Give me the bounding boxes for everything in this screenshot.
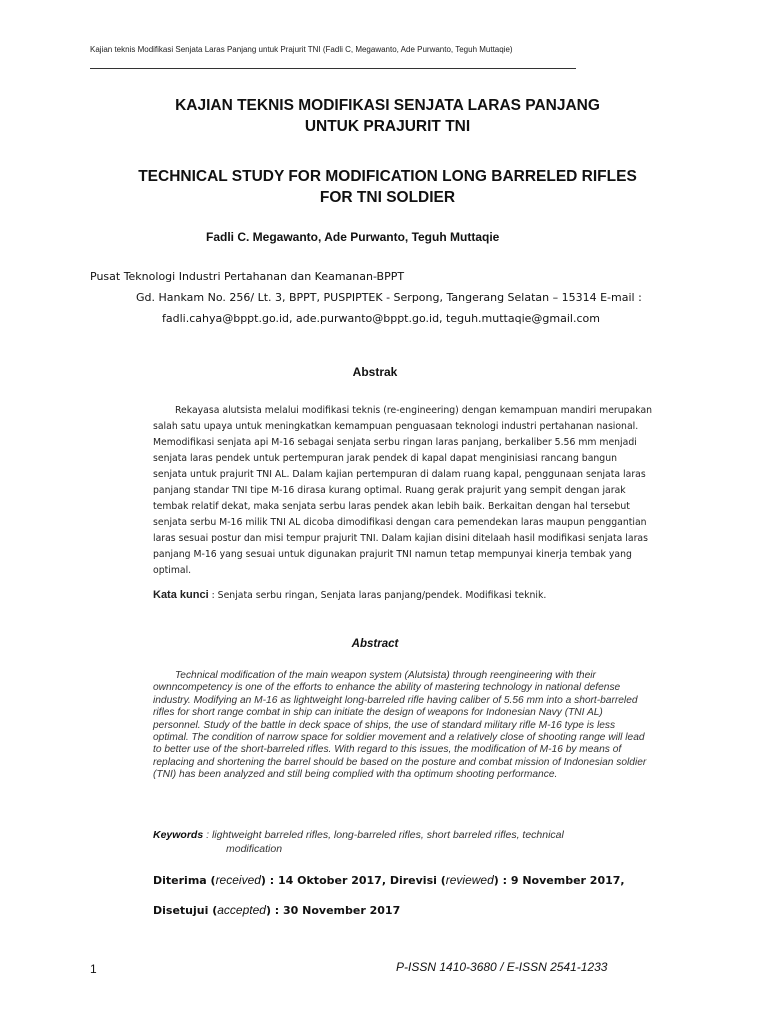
header-rule — [90, 68, 576, 69]
reviewed-word: reviewed — [445, 873, 494, 887]
authors: Fadli C. Megawanto, Ade Purwanto, Teguh Muttaqie — [206, 230, 500, 244]
received-post: ) : 14 Oktober 2017, Direvisi ( — [260, 874, 446, 887]
title-en-line1: TECHNICAL STUDY FOR MODIFICATION LONG BARRELED RIFLES — [138, 168, 637, 185]
kata-kunci — [153, 589, 546, 601]
affiliation-line1: Pusat Teknologi Industri Pertahanan dan Keamanan-BPPT — [90, 270, 405, 283]
title-id-line2: UNTUK PRAJURIT TNI — [304, 118, 471, 135]
received-word: received — [215, 873, 261, 887]
accepted-pre: Disetujui ( — [153, 904, 218, 917]
keywords — [153, 828, 633, 856]
accepted-post: ) : 30 November 2017 — [265, 904, 401, 917]
affiliation-emails: fadli.cahya@bppt.go.id, ade.purwanto@bppt.go.id, teguh.muttaqie@gmail.com — [162, 312, 600, 325]
accepted-word: accepted — [217, 903, 266, 917]
keywords-text-cont: modification — [226, 843, 283, 855]
dates-accepted — [153, 903, 400, 917]
affiliation-line2: Gd. Hankam No. 256/ Lt. 3, BPPT, PUSPIPTEK - Serpong, Tangerang Selatan – 15314 E-mail : — [136, 291, 642, 304]
title-id-line1: KAJIAN TEKNIS MODIFIKASI SENJATA LARAS PANJANG — [175, 97, 600, 114]
abstrak-body: Rekayasa alutsista melalui modifikasi teknis (re-engineering) dengan kemampuan mandiri merupakan salah satu upaya untuk meningkatkan kemampuan penguasaan teknologi industri pertahanan nasional. Memodifikasi senjata api M-16 sebagai senjata serbu ringan laras panjang, berkaliber 5.56 mm menjadi senjata laras pendek untuk pertempuran jarak pendek di kapal dapat menginisiasi rancang bangun senjata untuk prajurit TNI AL. Dalam kajian pertempuran di dalam ruang kapal, penggunaan senjata laras panjang standar TNI tipe M-16 dirasa kurang optimal. Ruang gerak prajurit yang sempit dengan jarak tembak relatif dekat, maka senjata serbu laras pendek akan lebih baik. Berkaitan dengan hal tersebut senjata serbu M-16 milik TNI AL dicoba dimodifikasi dengan cara pemendekan laras maupun penggantian laras sesuai postur dan misi tempur prajurit TNI. Dalam kajian disini ditelaah hasil modifikasi senjata laras panjang M-16 yang sesuai untuk digunakan prajurit TNI namun tetap mempunyai kinerja tembak yang optimal. — [153, 405, 653, 576]
title-english — [90, 166, 685, 208]
abstrak-heading: Abstrak — [352, 365, 398, 379]
keywords-text: : lightweight barreled rifles, long-barreled rifles, short barreled rifles, technical — [203, 829, 564, 841]
abstract-heading: Abstract — [351, 638, 399, 650]
running-header: Kajian teknis Modifikasi Senjata Laras Panjang untuk Prajurit TNI (Fadli C, Megawanto, Ade Purwanto, Teguh Muttaqie) — [90, 45, 513, 54]
reviewed-post: ) : 9 November 2017, — [493, 874, 625, 887]
kata-kunci-label: Kata kunci — [153, 589, 209, 601]
dates-received-reviewed — [153, 873, 625, 887]
abstract-body: Technical modification of the main weapon system (Alutsista) through reengineering with their ownncompetency is one of the efforts to enhance the ability of mastering technology in national defense industry. Modifying an M-16 as lightweight long-barreled rifle having caliber of 5.56 mm into a short-barreled rifles for short range combat in ship can initiate the design of weapons for Indonesian Navy (TNI AL) personnel. Study of the battle in deck space of ships, the use of standard military rifle M-16 type is less optimal. The condition of narrow space for soldier movement and a relatively close of shooting range will lead to better use of the short-barreled rifles. With regard to this issues, the modification of M-16 by means of replacing and shortening the barrel should be based on the posture and combat mission of Indonesian soldier (TNI) has been analyzed and still being complied with tha optimum shooting performance. — [153, 670, 647, 781]
page-number: 1 — [90, 962, 97, 976]
received-pre: Diterima ( — [153, 874, 216, 887]
kata-kunci-text: : Senjata serbu ringan, Senjata laras panjang/pendek. Modifikasi teknik. — [208, 590, 547, 601]
issn: P-ISSN 1410-3680 / E-ISSN 2541-1233 — [396, 960, 608, 974]
title-en-line2: FOR TNI SOLDIER — [319, 189, 456, 206]
keywords-label: Keywords — [153, 829, 204, 841]
title-indonesian — [90, 95, 685, 137]
